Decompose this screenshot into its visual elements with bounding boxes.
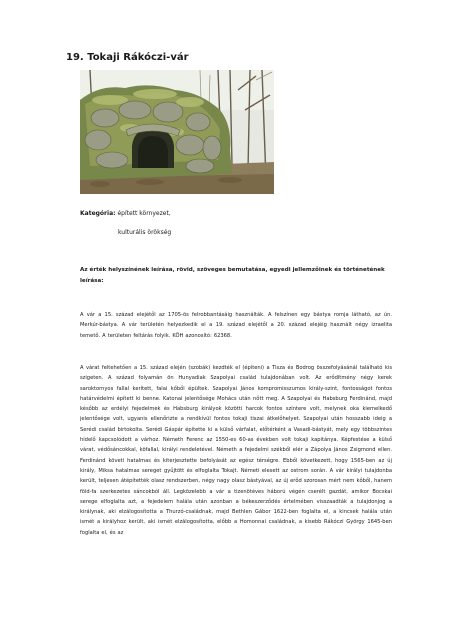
category-value-2: kulturális örökség: [118, 229, 172, 236]
category-label: Kategória:: [80, 210, 116, 217]
document-title: 19. Tokaji Rákóczi-vár: [66, 52, 189, 63]
castle-ruin-photo: [80, 70, 274, 194]
paragraph-1: A vár a 15. század elejétől az 1705-ös felrobbantásáig használták. A felszínen egy bástya romja látható, az ún. Merkúr-bástya. A vár területén helyezkedik el a 19. század elejétől a 20. század elejéig használt négy izraelita temető. A területen feltárás folyik. KÖH azonosító: 62368.: [80, 312, 392, 339]
category-value-1: épített környezet,: [117, 210, 171, 217]
section-heading: Az érték helyszínének leírása, rövid, szöveges bemutatása, egyedi jellemzőinek és történetének leírása:: [80, 267, 385, 284]
paragraph-2: A várat feltehetően a 15. század elején (szobák) kezdték el (építeni) a Tisza és Bodrog összefolyásánál található kis szigeten. A század folyamán ön Hunyadiak Szapolyai család tulajdonában volt. Az erődítmény négy kerek saroktornyos fallal kerített, falai kőből épültek. Szapolyai János kompromisszumos király-szint, fontosságot fontos határvédelmi épített ki benne. Katonai jelentősége Mohács után nőtt meg. A Szapolyai és Habsburg Ferdinánd, majd később az erdélyi fejedelmek és Habsburg királyok közötti harcok fontos színtere volt, melynek oka kiemelkedő jelentősége volt, ugyanis ellenőrizte a rendkívül fontos tokaji tiszai átkelőhelyet. Szapolyai után hosszabb ideig a Serédi család birtokolta. Serédi Gáspár építette ki a külső várfalat, előtérként a Vasadi-bástyát, mely egy többszintes hídelő kapcsolódott a várhoz. Németh Ferenc az 1550-es 60-as években volt tokaji kapitánya. Képfestése a külső várat, védősáncokkal, köfallal, királyi rendeletével. Németh a fejedelmi székből elér a Zápolya János Zsigmond ellen. Ferdinánd követi hatalmas és kiterjesztette befolyását az egész térségre. Ebből következett, hogy 1565-ben az új király, Miksa hatalmas sereget gyűjtött és elfoglalta Tokajt. Németi elesett az ostrom során. A vár királyi tulajdonba került, teljesen átépítették olasz rendszerben, négy nagy olasz bástyával, az új erőd szorosan mért nem kőből, hanem föld-fa szerkezetes sáncokból áll. Legközelebb a vár a tizenötéves háború végén cserélt gazdát, amikor Bocskai serege elfoglalta azt, a fejedelem halála után azonban a békeszerződés értelmében visszaadták a tulajdonjog a királynak, aki elzálogosította a Thurzó-családnak, majd Bethlen Gábor 1622-ben foglalta el, a kincsek halála után ismét a királyhoz került, aki ismét elzálogosította, előbb a Homonnai családnak, a kisebb Rákóczi György 1645-ben foglalta el, és az: [80, 365, 392, 536]
category-line: [80, 210, 171, 218]
